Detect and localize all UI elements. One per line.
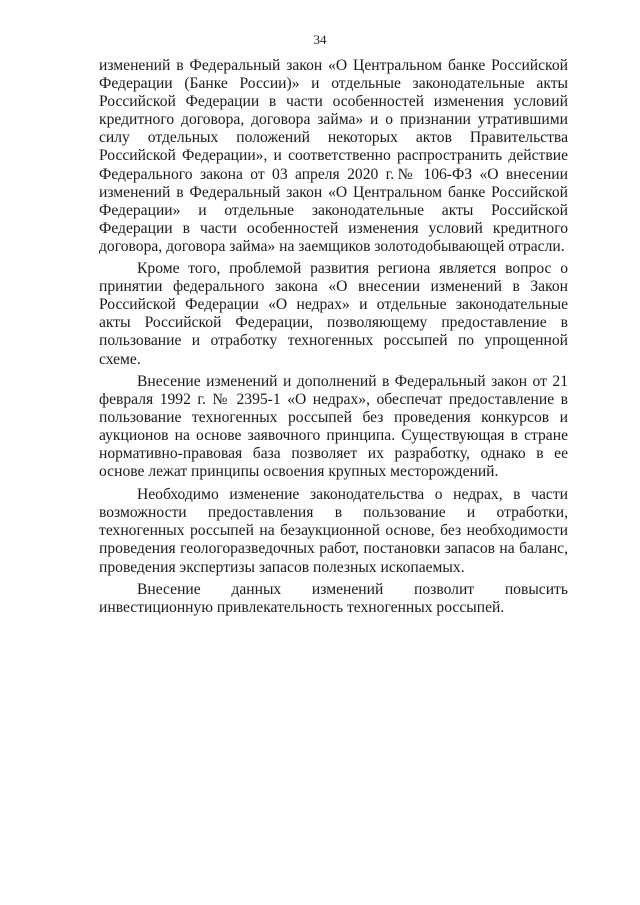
page-number: 34	[313, 32, 327, 47]
document-body	[99, 57, 568, 617]
paragraph-3: Внесение изменений и дополнений в Федеральный закон от 21 февраля 1992 г. № 2395-1 «О недрах», обеспечат предоставление в пользование техногенных россыпей без проведения конкурсов и аукционов на основе заявочного принципа. Существующая в стране нормативно-правовая база позволяет их разработку, однако в ее основе лежат принципы освоения крупных месторождений.	[99, 372, 568, 481]
paragraph-1: изменений в Федеральный закон «О Центральном банке Российской Федерации (Банке России)» и отдельные законодательные акты Российской Федерации в части особенностей изменения условий кредитного договора, договора займа» и о признании утратившими силу отдельных положений некоторых актов Правительства Российской Федерации», и соответственно распространить действие Федерального закона от 03 апреля 2020 г.№ 106-ФЗ «О внесении изменений в Федеральный закон «О Центральном банке Российской Федерации» и отдельные законодательные акты Российской Федерации в части особенностей изменения условий кредитного договора, договора займа» на заемщиков золотодобывающей отрасли.	[99, 57, 568, 255]
paragraph-5: Внесение данных изменений позволит повысить инвестиционную привлекательность техногенных россыпей.	[99, 580, 568, 616]
paragraph-2: Кроме того, проблемой развития региона является вопрос о принятии федерального закона «О внесении изменений в Закон Российской Федерации «О недрах» и отдельные законодательные акты Российской Федерации, позволяющему предоставление в пользование и отработку техногенных россыпей по упрощенной схеме.	[99, 260, 568, 368]
paragraph-4: Необходимо изменение законодательства о недрах, в части возможности предоставления в пользование и отработки, техногенных россыпей на безаукционной основе, без необходимости проведения геологоразведочных работ, постановки запасов на баланс, проведения экспертизы запасов полезных ископаемых.	[99, 486, 568, 576]
